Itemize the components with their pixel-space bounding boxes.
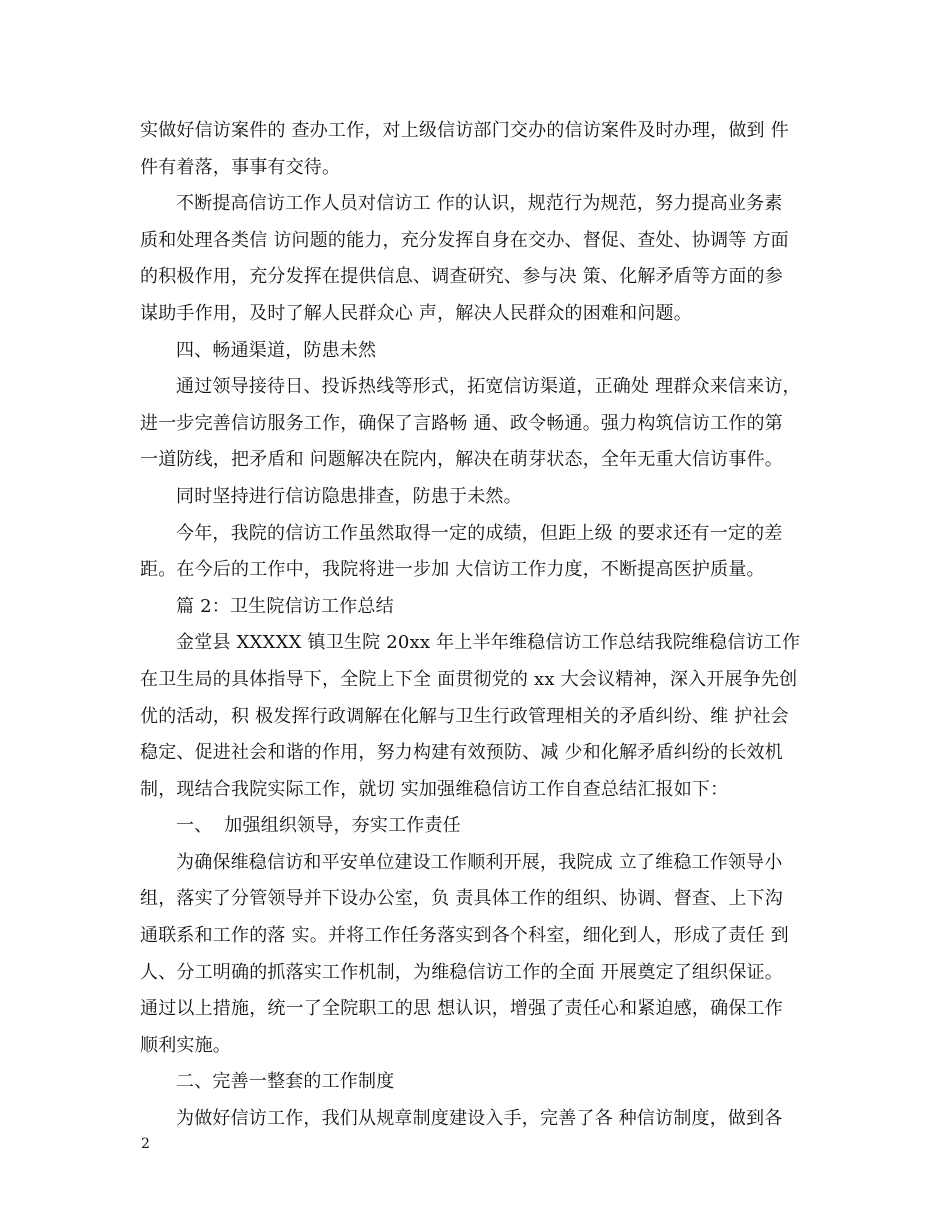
text-line: 四、畅通渠道，防患未然: [176, 339, 377, 361]
text-line: 顺利实施。: [140, 1034, 231, 1056]
text-line: 稳定、促进社会和谐的作用，努力构建有效预防、减 少和化解矛盾纠纷的长效机: [140, 742, 783, 764]
text-line: 谋助手作用，及时了解人民群众心 声，解决人民群众的困难和问题。: [140, 302, 692, 324]
text-line: 优的活动，积 极发挥行政调解在化解与卫生行政管理相关的矛盾纠纷、维 护社会: [140, 705, 789, 727]
text-line: 通过领导接待日、投诉热线等形式，拓宽信访渠道，正确处 理群众来信来访，: [176, 376, 801, 398]
text-line: 进一步完善信访服务工作，确保了言路畅 通、政令畅通。强力构筑信访工作的第: [140, 412, 783, 434]
text-line: 在卫生局的具体指导下，全院上下全 面贯彻党的 xx 大会议精神，深入开展争先创: [140, 668, 798, 690]
text-line: 通联系和工作的落 实。并将工作任务落实到各个科室，细化到人，形成了责任 到: [140, 925, 789, 947]
text-line: 今年，我院的信访工作虽然取得一定的成绩，但距上级 的要求还有一定的差: [176, 522, 783, 544]
text-line: 不断提高信访工作人员对信访工 作的认识，规范行为规范，努力提高业务素: [176, 193, 783, 215]
document-body: [140, 113, 812, 1138]
text-line: 一道防线，把矛盾和 问题解决在院内，解决在萌芽状态，全年无重大信访事件。: [140, 449, 783, 471]
text-line: 为确保维稳信访和平安单位建设工作顺利开展，我院成 立了维稳工作领导小: [176, 851, 783, 873]
text-line: 实做好信访案件的 查办工作，对上级信访部门交办的信访案件及时办理，做到 件: [140, 120, 789, 141]
text-line: 制，现结合我院实际工作，就切 实加强维稳信访工作自查总结汇报如下：: [140, 778, 729, 800]
text-line: 距。在今后的工作中，我院将进一步加 大信访工作力度，不断提高医护质量。: [140, 559, 765, 581]
text-line: 为做好信访工作，我们从规章制度建设入手，完善了各 种信访制度，做到各: [176, 1108, 783, 1130]
text-line: 人、分工明确的抓落实工作机制，为维稳信访工作的全面 开展奠定了组织保证。: [140, 961, 783, 983]
text-line: 件有着落，事事有交待。: [140, 156, 341, 178]
text-line: 质和处理各类信 访问题的能力，充分发挥自身在交办、督促、查处、协调等 方面: [140, 229, 789, 251]
text-line: 二、完善一整套的工作制度: [176, 1071, 395, 1093]
text-line: 金堂县 XXXXX 镇卫生院 20xx 年上半年维稳信访工作总结我院维稳信访工作: [176, 632, 801, 654]
text-line: 组，落实了分管领导并下设办公室，负 责具体工作的组织、协调、督查、上下沟: [140, 888, 783, 910]
text-line: 同时坚持进行信访隐患排查，防患于未然。: [176, 485, 522, 507]
text-line: 篇 2：卫生院信访工作总结: [176, 595, 394, 617]
text-line: 的积极作用，充分发挥在提供信息、调查研究、参与决 策、化解矛盾等方面的参: [140, 266, 783, 288]
text-line: 通过以上措施，统一了全院职工的思 想认识，增强了责任心和紧迫感，确保工作: [140, 998, 783, 1020]
page-number: 2: [141, 1136, 150, 1152]
text-line: 一、 加强组织领导，夯实工作责任: [176, 815, 461, 837]
